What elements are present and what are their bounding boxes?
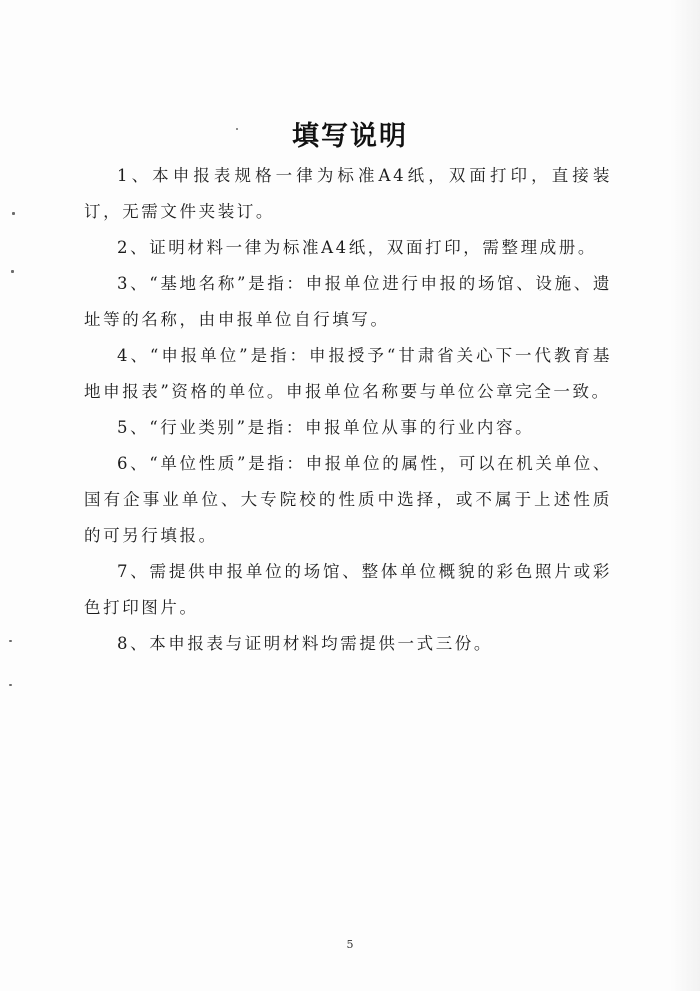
instruction-item-4: 4、“申报单位”是指：申报授予“甘肃省关心下一代教育基地申报表”资格的单位。申报单位名称要与单位公章完全一致。 xyxy=(84,346,612,401)
instruction-item-8: 8、本申报表与证明材料均需提供一式三份。 xyxy=(117,634,493,653)
instruction-item-3: 3、“基地名称”是指：申报单位进行申报的场馆、设施、遗址等的名称，由申报单位自行填写。 xyxy=(84,274,612,329)
instruction-item-2: 2、证明材料一律为标准A4纸，双面打印，需整理成册。 xyxy=(117,238,598,257)
instruction-item-1: 1、本申报表规格一律为标准A4纸，双面打印，直接装订，无需文件夹装订。 xyxy=(84,166,612,221)
instruction-item-5: 5、“行业类别”是指：申报单位从事的行业内容。 xyxy=(117,418,535,437)
instructions-body xyxy=(84,158,612,662)
instruction-item-7: 7、需提供申报单位的场馆、整体单位概貌的彩色照片或彩色打印图片。 xyxy=(84,562,612,617)
document-title: 填写说明 xyxy=(292,121,408,152)
scan-mark xyxy=(12,212,15,215)
scan-mark xyxy=(9,640,12,642)
instruction-item-6: 6、“单位性质”是指：申报单位的属性，可以在机关单位、国有企事业单位、大专院校的性质中选择，或不属于上述性质的可另行填报。 xyxy=(84,454,612,545)
scan-mark xyxy=(9,684,12,686)
page-number: 5 xyxy=(346,938,354,951)
scan-mark xyxy=(11,270,14,273)
